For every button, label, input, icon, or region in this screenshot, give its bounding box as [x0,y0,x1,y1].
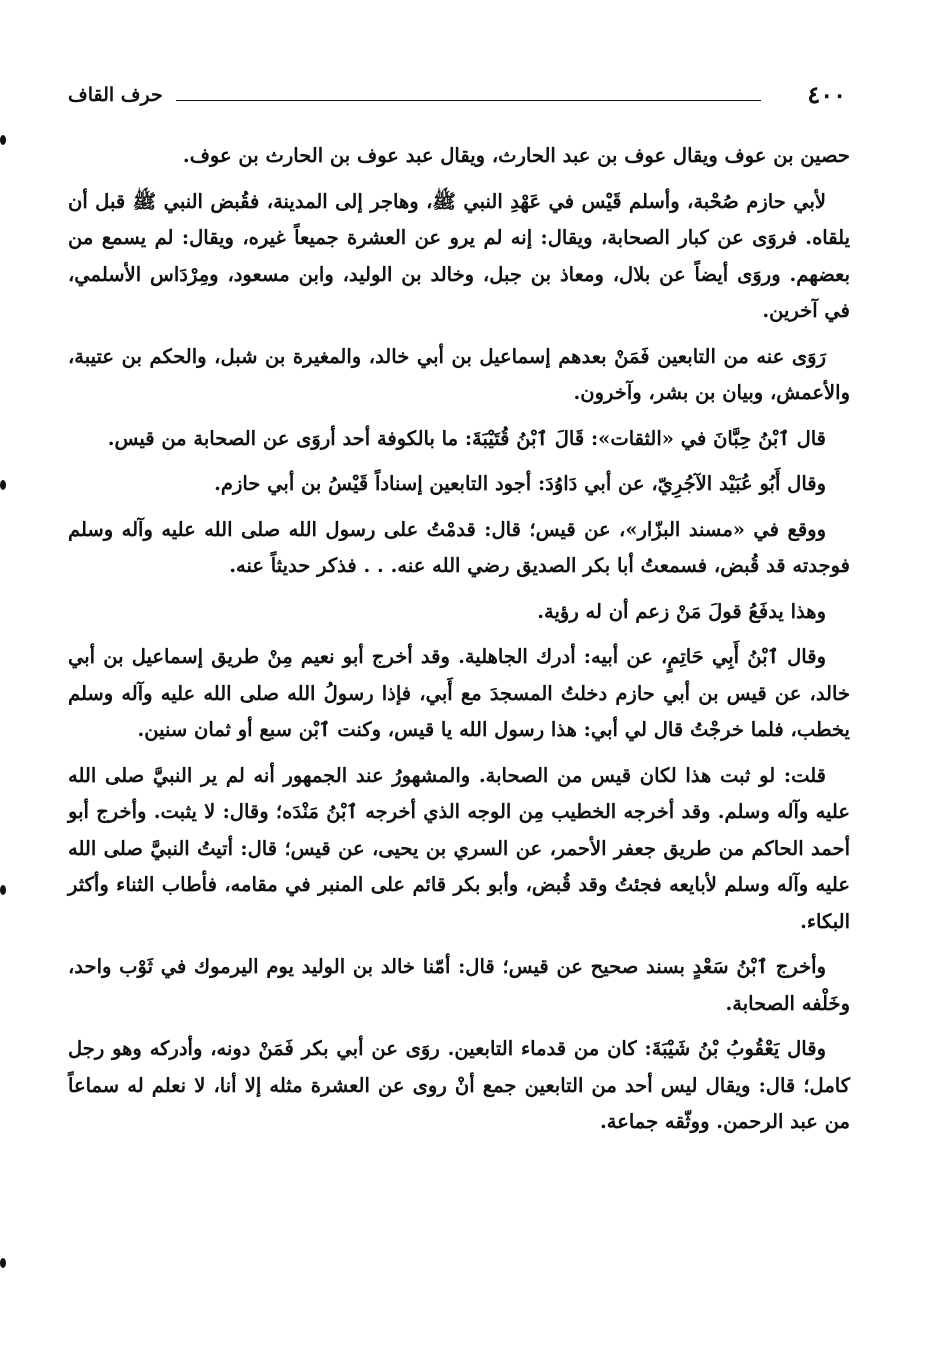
paragraph-10: وأخرج ٱبْنُ سَعْدٍ بسند صحيح عن قيس؛ قال: أمّنا خالد بن الوليد يوم اليرموك في ثَوْب واحد، وخَلْفه الصحابة. [68,955,850,1015]
margin-dot [0,885,6,895]
paragraph-7: وهذا يدفَعُ قولَ مَنْ زعم أن له رؤية. [537,599,826,623]
margin-dot [0,1258,6,1268]
section-title: حرف القاف [68,84,163,106]
header-rule [176,100,761,101]
page-number: ٤٠٠ [807,80,846,109]
main-text [68,138,850,1150]
paragraph-3: رَوَى عنه من التابعين فَمَنْ بعدهم إسماعيل بن أبي خالد، والمغيرة بن شبل، والحكم بن عتيبة، والأعمش، وبيان بن بشر، وآخرون. [68,344,850,404]
paragraph-8: وقال ٱبْنُ أَبِي حَاتِمٍ، عن أبيه: أدرك الجاهلية. وقد أخرج أبو نعيم مِنْ طريق إسماعيل بن أبي خالد، عن قيس بن أبي حازم دخلتُ المسجدَ مع أَبي، فإذا رسولُ الله صلى الله عليه وآله وسلم يخطب، فلما خرجْتُ قال لي أبي: هذا رسول الله يا قيس، وكنت ٱبْن سبع أو ثمان سنين. [68,645,850,741]
paragraph-2: لأبي حازم صُحْبة، وأسلم قَيْس في عَهْدِ النبي ﷺ، وهاجر إلى المدينة، فقُبض النبي ﷺ قبل أن يلقاه. فروَى عن كبار الصحابة، ويقال: إنه لم يرو عن العشرة جميعاً غيره، ويقال: لم يسمع من بعضهم. وروَى أيضاً عن بلال، ومعاذ بن جبل، وخالد بن الوليد، وابن مسعود، ومِرْدَاس الأسلمي، في آخرين. [68,189,850,322]
paragraph-1: حصين بن عوف ويقال عوف بن عبد الحارث، ويقال عبد عوف بن الحارث بن عوف. [182,144,850,167]
margin-dot [0,480,6,490]
paragraph-4: قال ٱبْنُ حِبَّانَ في «الثقات»: قَالَ ٱبْنُ قُتَيْبَةَ: ما بالكوفة أحد أروَى عن الصحابة من قيس. [107,426,826,450]
paragraph-9: قلت: لو ثبت هذا لكان قيس من الصحابة. والمشهورُ عند الجمهور أنه لم ير النبيَّ صلى الله عليه وآله وسلم. وقد أخرجه الخطيب مِن الوجه الذي أخرجه ٱبْنُ مَنْدَه؛ وقال: لا يثبت. وأخرج أبو أحمد الحاكم من طريق جعفر الأحمر، عن السري بن يحيى، عن قيس؛ قال: أتيتُ النبيَّ صلى الله عليه وآله وسلم لأبايعه فجئتُ وقد قُبض، وأبو بكر قائم على المنبر في مقامه، فأطاب الثناء وأكثر البكاء. [68,763,850,933]
paragraph-11: وقال يَعْقُوبُ بْنُ شَيْبَةَ: كان من قدماء التابعين. روَى عن أبي بكر فَمَنْ دونه، وأدركه وهو رجل كامل؛ قال: ويقال ليس أحد من التابعين جمع أنْ روى عن العشرة مثله إلا أنا، لا نعلم له سماعاً من عبد الرحمن. ووثّقه جماعة. [68,1037,850,1133]
margin-dot [0,135,6,145]
paragraph-5: وقال أَبُو عُبَيْد الآجُرِيّ، عن أبي دَاوُدَ: أجود التابعين إسناداً قَيْسُ بن أبي حازم. [214,472,826,495]
page-header [68,80,846,110]
paragraph-6: ووقع في «مسند البزّار»، عن قيس؛ قال: قدمْتُ على رسول الله صلى الله عليه وآله وسلم فوجدته قد قُبض، فسمعتُ أبا بكر الصديق رضي الله عنه. . . فذكر حديثاً عنه. [68,517,850,577]
